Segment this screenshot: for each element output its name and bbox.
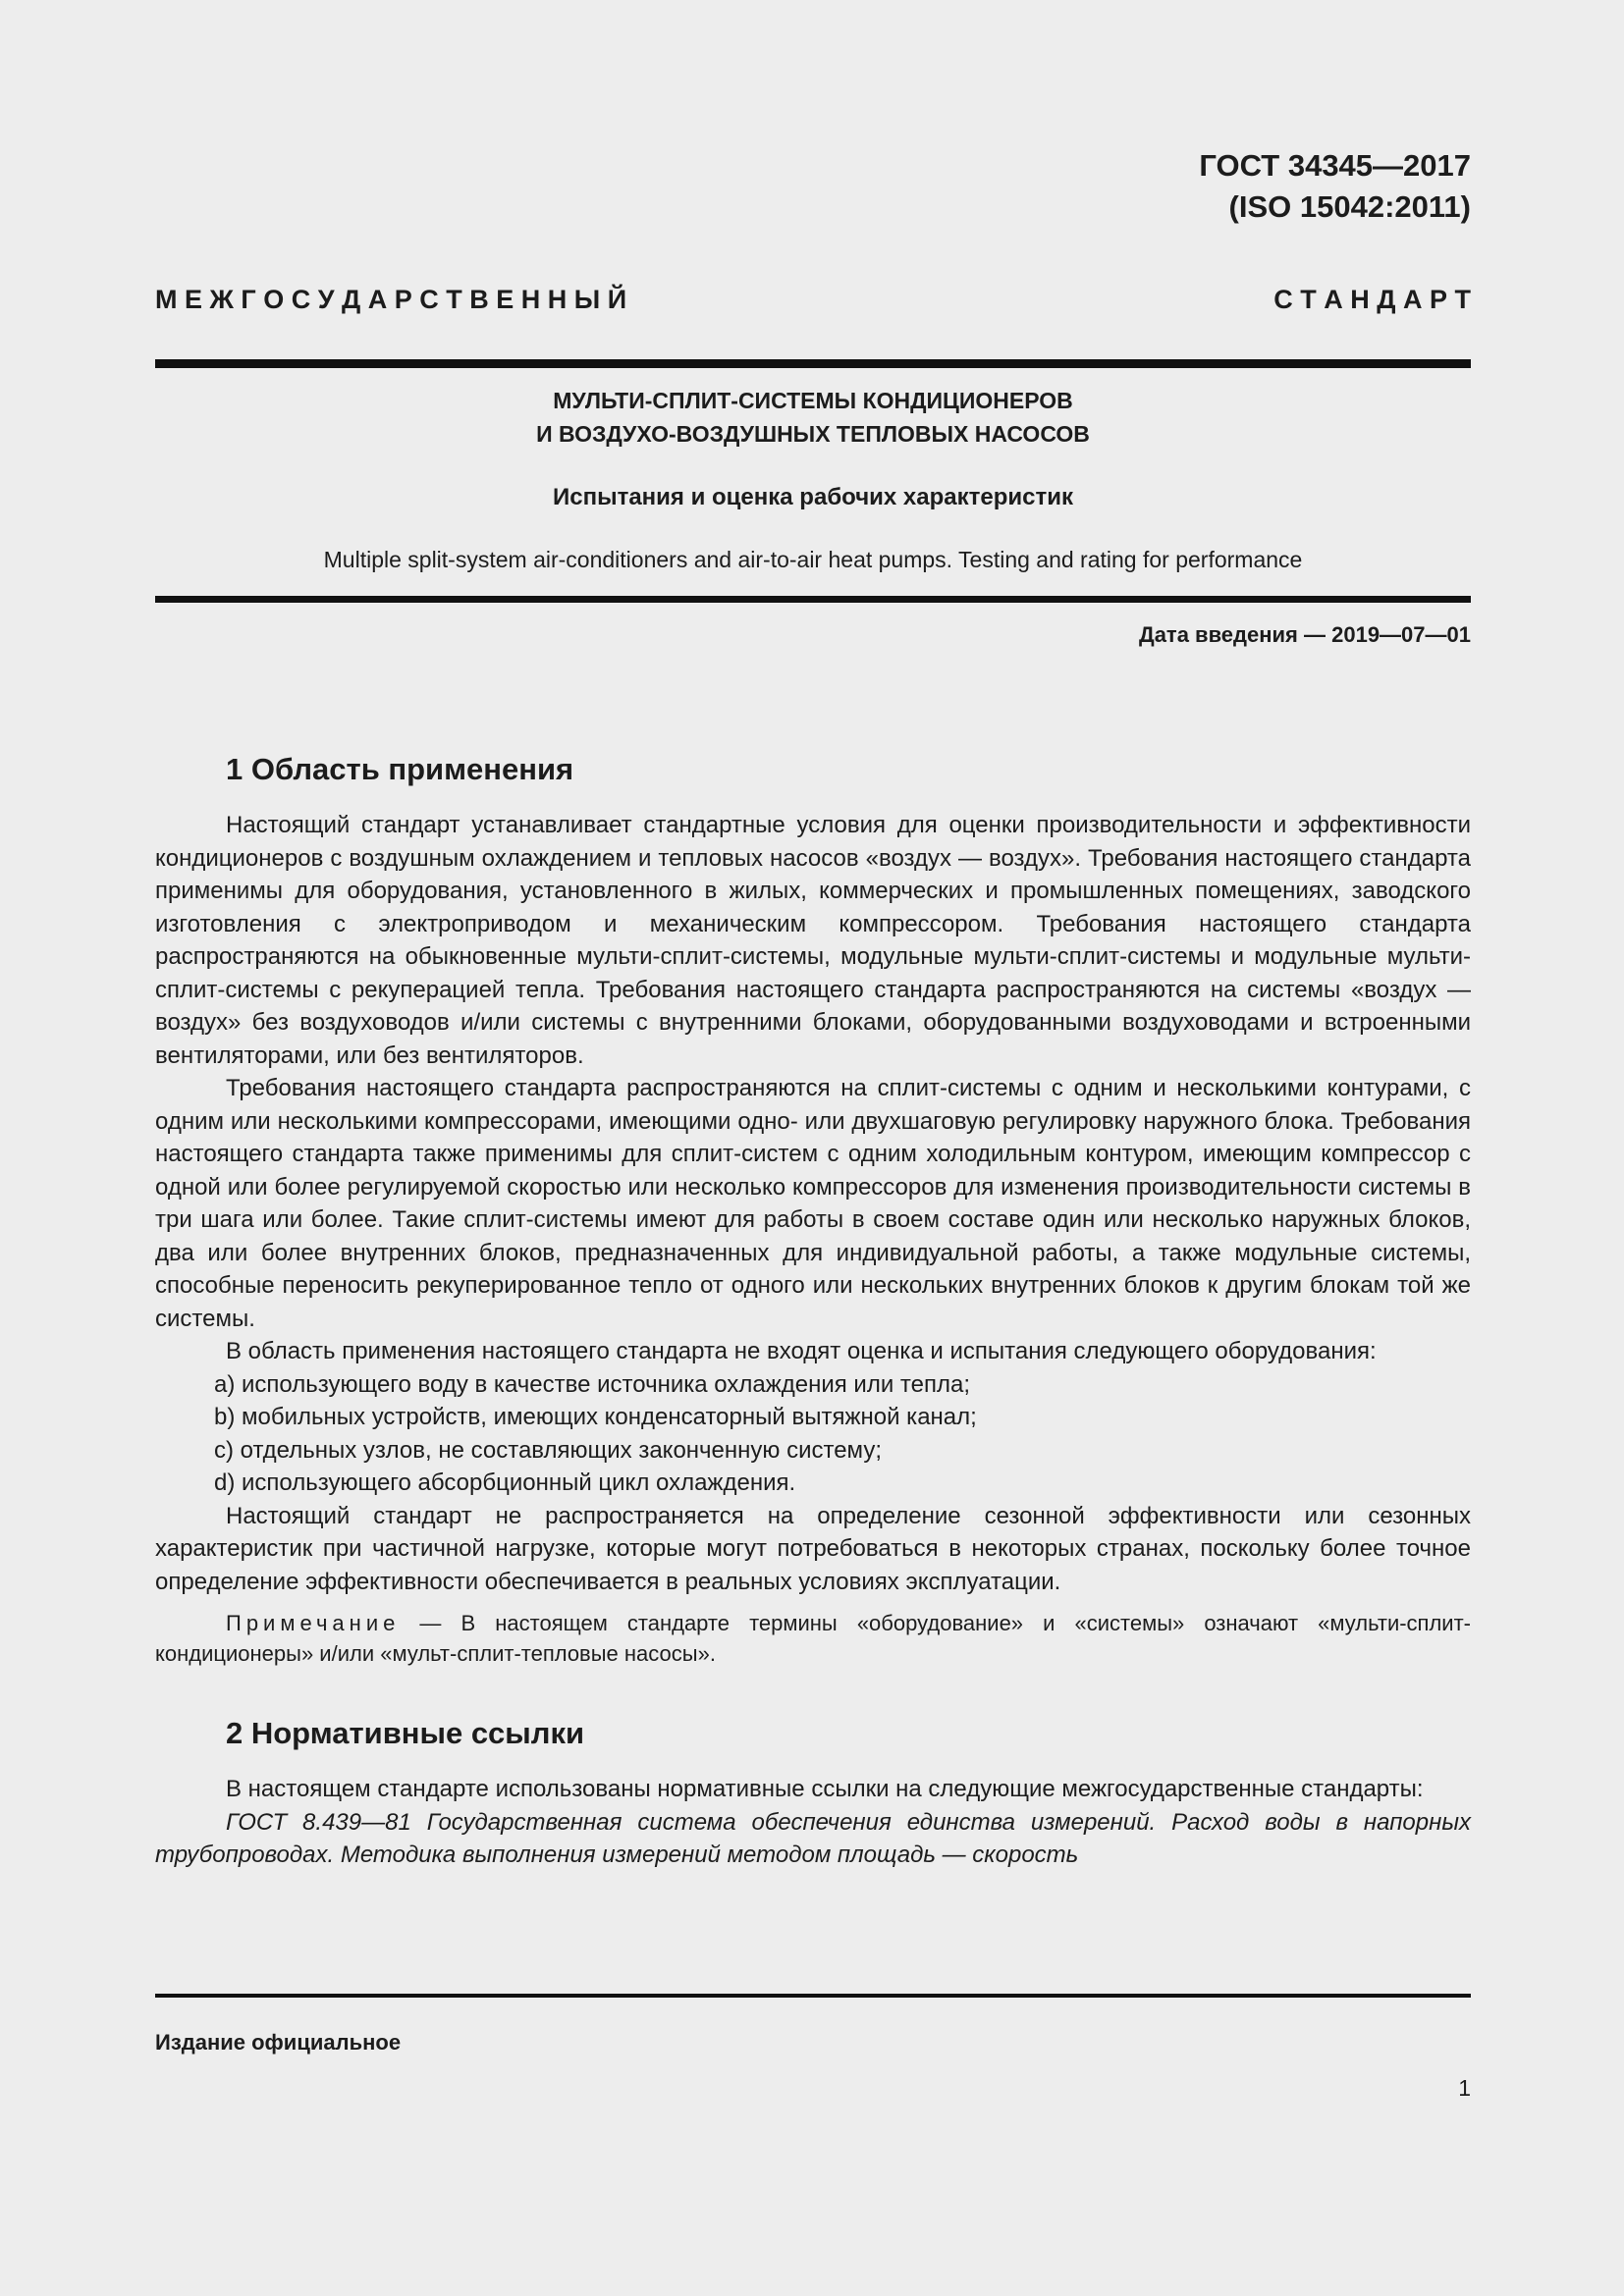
document-title <box>155 384 1471 451</box>
page-number: 1 <box>1458 2075 1471 2101</box>
footer-rule <box>155 1994 1471 1998</box>
list-item: c) отдельных узлов, не составляющих законченную систему; <box>214 1436 882 1464</box>
note <box>155 1608 1471 1669</box>
note-text: — В настоящем стандарте термины «оборудование» и «системы» означают «мульти-сплит-кондиционеры» и/или «мульт-сплит-тепловые насосы». <box>155 1611 1471 1666</box>
standard-designation <box>1199 145 1471 228</box>
document-body <box>155 744 1471 1872</box>
list-item: d) использующего абсорбционный цикл охлаждения. <box>214 1469 796 1496</box>
title-line-2: И ВОЗДУХО-ВОЗДУШНЫХ ТЕПЛОВЫХ НАСОСОВ <box>536 421 1090 447</box>
banner-word-standard: С Т А Н Д А Р Т <box>1273 285 1471 314</box>
english-title: Multiple split-system air-conditioners and air-to-air heat pumps. Testing and rating for performance <box>323 547 1303 572</box>
banner-word-interstate: М Е Ж Г О С У Д А Р С Т В Е Н Н Ы Й <box>155 285 627 314</box>
standard-code: ГОСТ 34345—2017 <box>1199 148 1471 183</box>
edition-label: Издание официальное <box>155 2030 402 2055</box>
standard-type-banner <box>155 285 1471 324</box>
introduction-date: Дата введения — 2019—07—01 <box>1139 622 1471 647</box>
normative-reference: ГОСТ 8.439—81 Государственная система обеспечения единства измерений. Расход воды в напорных трубопроводах. Методика выполнения измерений методом площадь — скорость <box>155 1808 1471 1868</box>
paragraph: Настоящий стандарт не распространяется на определение сезонной эффективности или сезонных характеристик при частичной нагрузке, которые могут потребоваться в некоторых странах, поскольку более точное определение эффективности обеспечивается в реальных условиях эксплуатации. <box>155 1502 1471 1595</box>
section-1-heading: 1 Область применения <box>226 752 574 786</box>
header-rule <box>155 359 1471 368</box>
title-line-1: МУЛЬТИ-СПЛИТ-СИСТЕМЫ КОНДИЦИОНЕРОВ <box>553 388 1073 413</box>
paragraph: В область применения настоящего стандарта не входят оценка и испытания следующего оборудования: <box>226 1338 1377 1364</box>
section-2-heading: 2 Нормативные ссылки <box>226 1716 585 1750</box>
paragraph: Требования настоящего стандарта распространяются на сплит-системы с одним и несколькими контурами, с одним или несколькими компрессорами, имеющими одно- или двухшаговую регулировку наружного блока. Требования настоящего стандарта также применимы для сплит-систем с одним холодильным контуром, имеющим компрессор с одной или более регулируемой скоростью или несколько компрессоров для изменения производительности системы в три шага или более. Такие сплит-системы имеют для работы в своем составе один или несколько наружных блоков, два или более внутренних блоков, предназначенных для индивидуальной работы, а также модульные системы, способные переносить рекуперированное тепло от одного или нескольких внутренних блоков к другим блокам той же системы. <box>155 1075 1471 1332</box>
document-subtitle: Испытания и оценка рабочих характеристик <box>552 484 1073 510</box>
list-item: a) использующего воду в качестве источника охлаждения или тепла; <box>214 1370 971 1398</box>
paragraph: В настоящем стандарте использованы нормативные ссылки на следующие межгосударственные стандарты: <box>226 1776 1424 1802</box>
title-rule <box>155 596 1471 603</box>
iso-code: (ISO 15042:2011) <box>1228 189 1471 224</box>
list-item: b) мобильных устройств, имеющих конденсаторный вытяжной канал; <box>214 1404 977 1430</box>
paragraph: Настоящий стандарт устанавливает стандартные условия для оценки производительности и эффективности кондиционеров с воздушным охлаждением и тепловых насосов «воздух — воздух». Требования настоящего стандарта применимы для оборудования, установленного в жилых, коммерческих и промышленных помещениях, заводского изготовления с электроприводом и механическим компрессором. Требования настоящего стандарта распространяются на обыкновенные мульти-сплит-системы, модульные мульти-сплит-системы и модульные мульти-сплит-системы с рекуперацией тепла. Требования настоящего стандарта распространяются на системы «воздух — воздух» без воздуховодов и/или системы с внутренними блоками, оборудованными воздуховодами и встроенными вентиляторами, или без вентиляторов. <box>155 812 1471 1069</box>
note-label: Примечание <box>226 1611 401 1635</box>
document-page <box>155 0 1471 2296</box>
